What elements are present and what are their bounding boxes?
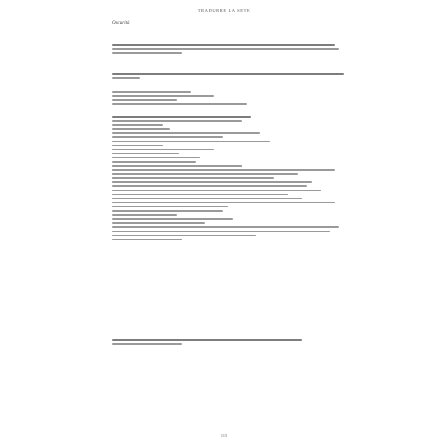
paragraph-4: [112, 165, 344, 243]
paragraph-2: [112, 73, 344, 81]
verse-block-1: [112, 91, 344, 107]
paragraph-1: [112, 44, 344, 56]
section-title: Oscurità: [112, 21, 130, 26]
paragraph-5: [112, 339, 344, 347]
running-head: TRADURRE LA SETE: [197, 8, 251, 13]
page-number: 115: [220, 433, 228, 438]
